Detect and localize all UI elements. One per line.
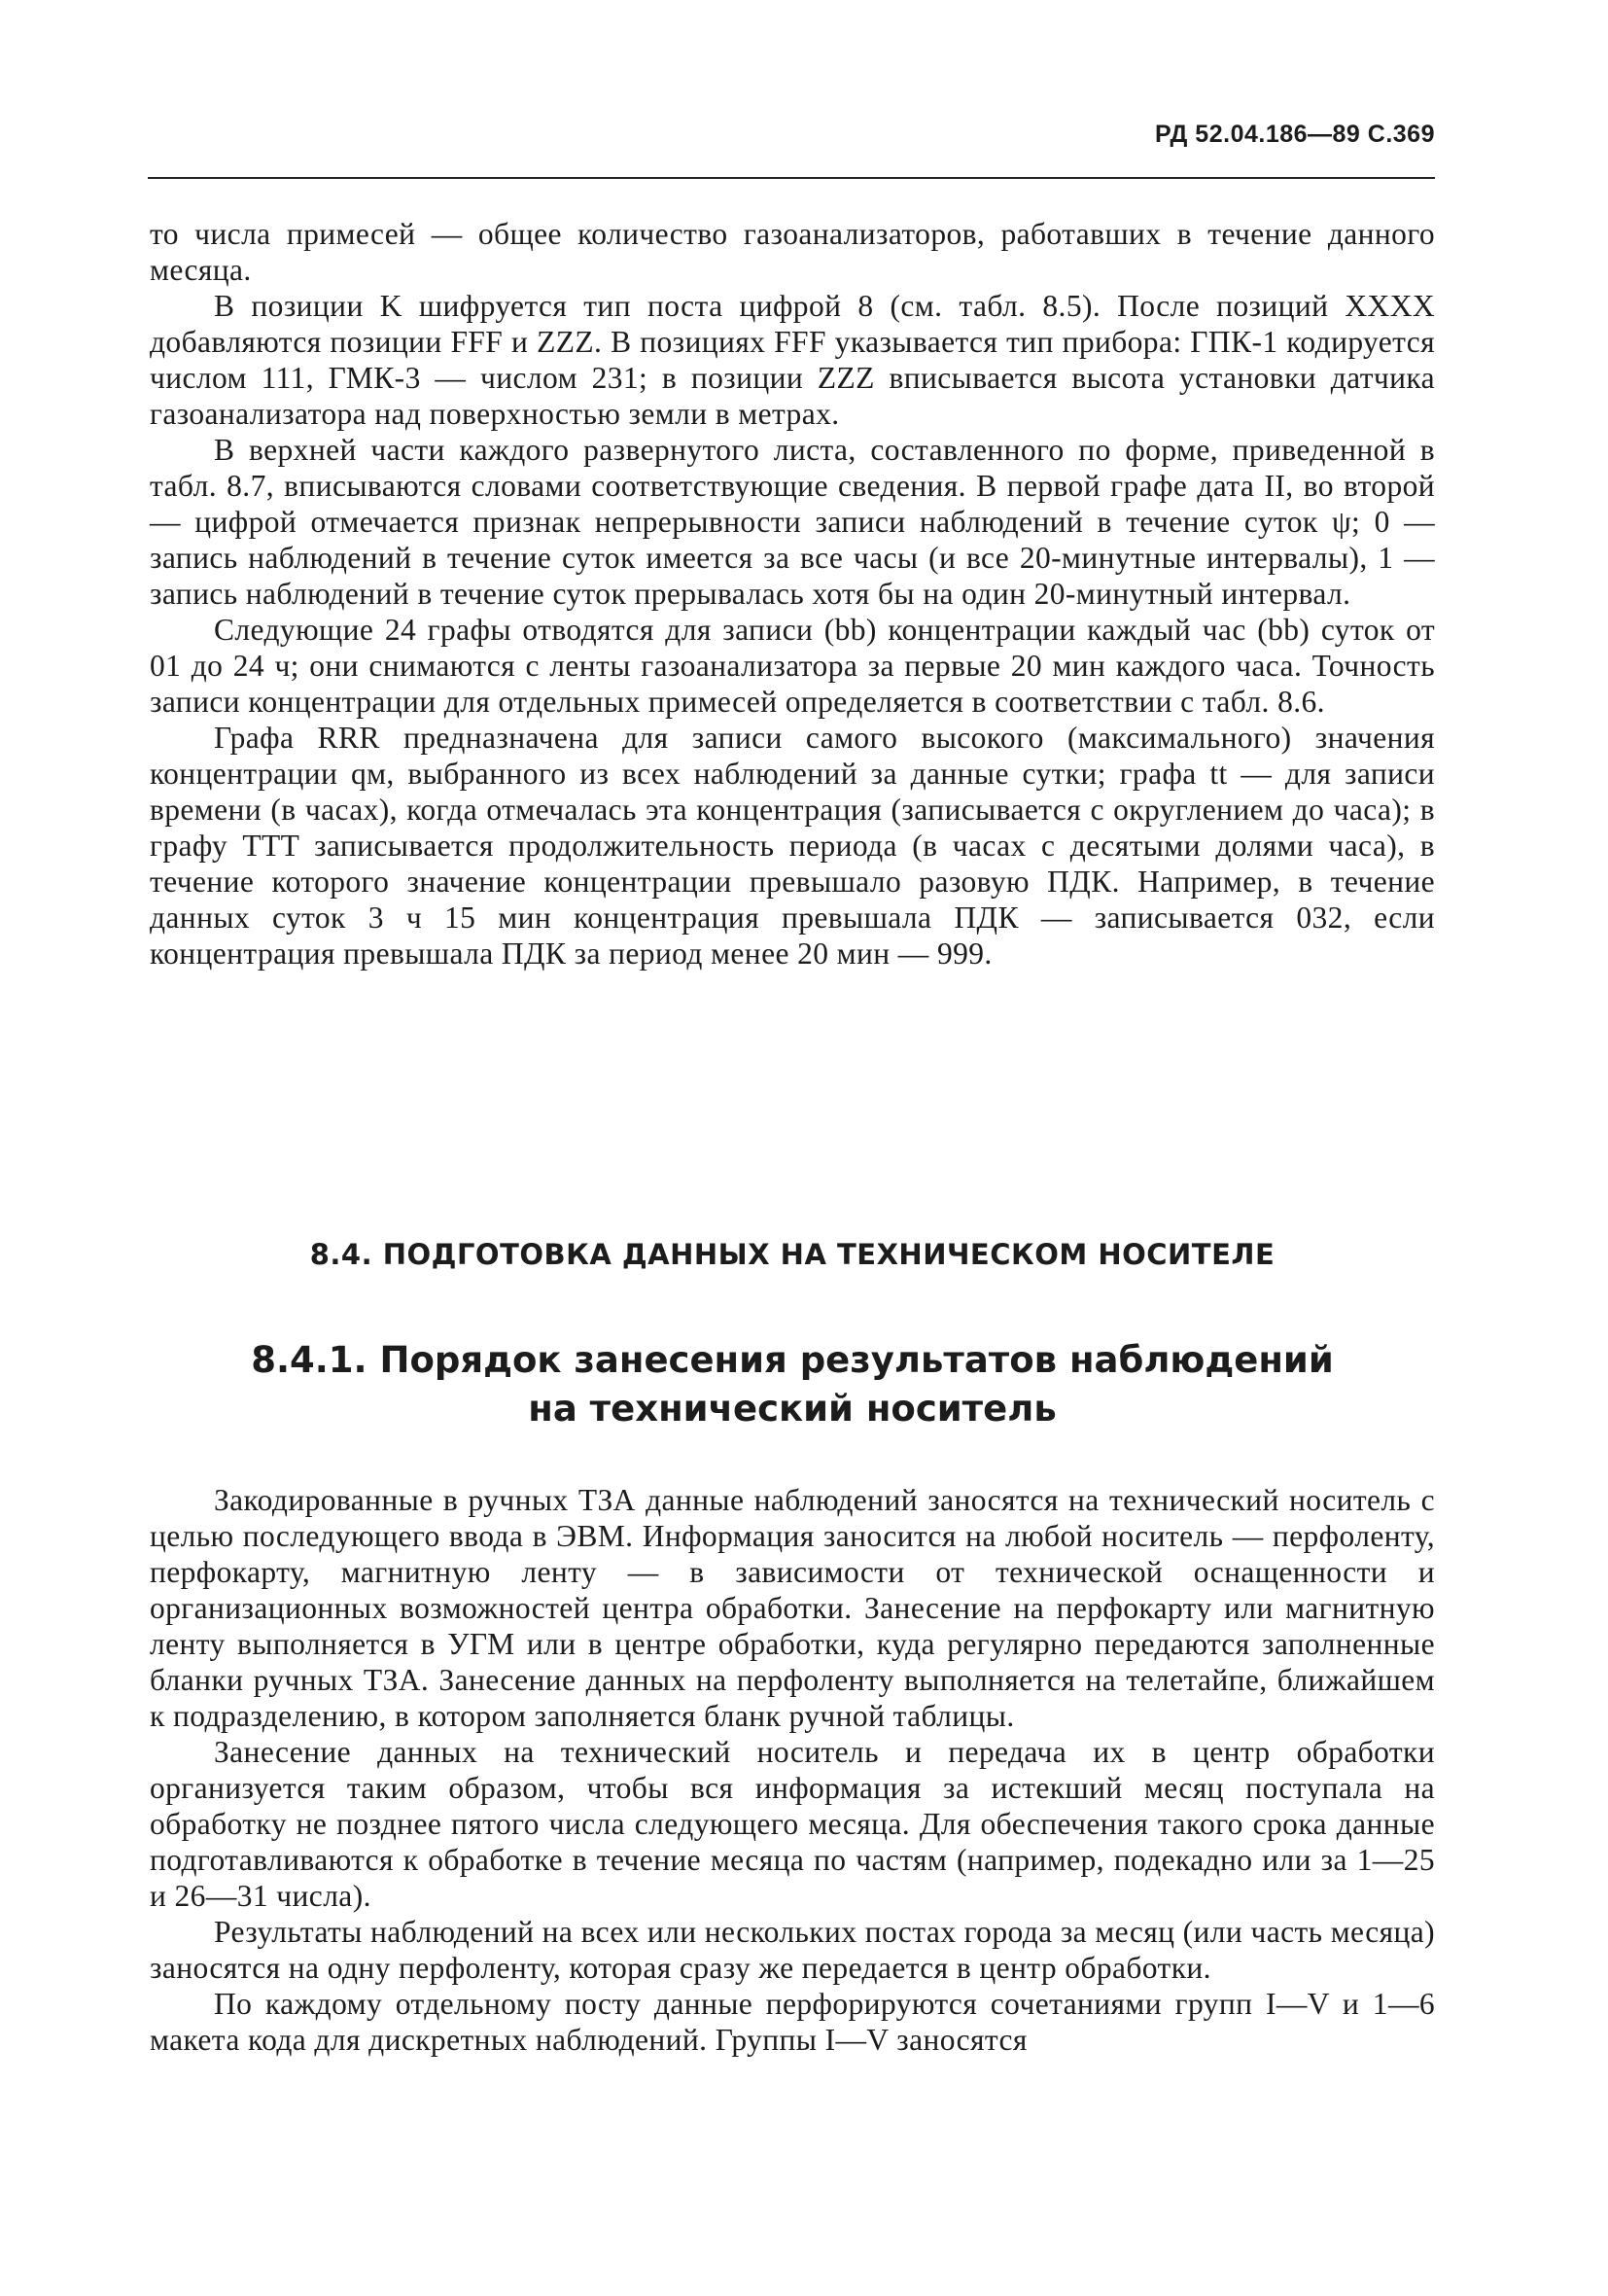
paragraph-6: Закодированные в ручных ТЗА данные наблюдений заносятся на технический носитель с целью последующего ввода в ЭВМ. Информация заносится на любой носитель — перфоленту, перфокарту, магнитную ленту — в зависимости от технической оснащенности и организационных возможностей центра обработки. Занесение на перфокарту или магнитную ленту выполняется в УГМ или в центре обработки, куда регулярно передаются заполненные бланки ручных ТЗА. Занесение данных на перфоленту выполняется на телетайпе, ближайшем к подразделению, в котором заполняется бланк ручной таблицы.: [150, 1483, 1435, 1733]
paragraph-4: Следующие 24 графы отводятся для записи (bb) концентрации каждый час (bb) суток от 01 до 24 ч; они снимаются с ленты газоанализатора за первые 20 мин каждого часа. Точность записи концентрации для отдельных примесей определяется в соответствии с табл. 8.6.: [150, 613, 1435, 719]
page-header: РД 52.04.186—89 С.369: [1154, 121, 1435, 148]
subsection-heading-line2: на технический носитель: [528, 1388, 1057, 1430]
paragraph-9: По каждому отдельному посту данные перфорируются сочетаниями групп I—V и 1—6 макета кода для дискретных наблюдений. Группы I—V заносятся: [150, 1987, 1435, 2057]
paragraph-1: то числа примесей — общее количество газоанализаторов, работавших в течение данного месяца.: [150, 217, 1435, 287]
subsection-heading-line1: 8.4.1. Порядок занесения результатов наблюдений: [251, 1339, 1334, 1381]
paragraph-5: Графа RRR предназначена для записи самого высокого (максимального) значения концентрации qм, выбранного из всех наблюдений за данные сутки; графа tt — для записи времени (в часах), когда отмечалась эта концентрация (записывается с округлением до часа); в графу TTT записывается продолжительность периода (в часах с десятыми долями часа), в течение которого значение концентрации превышало разовую ПДК. Например, в течение данных суток 3 ч 15 мин концентрация превышала ПДК — записывается 032, если концентрация превышала ПДК за период менее 20 мин — 999.: [150, 721, 1435, 971]
subsection-heading: [150, 1336, 1435, 1433]
paragraph-7: Занесение данных на технический носитель и передача их в центр обработки организуется таким образом, чтобы вся информация за истекший месяц поступала на обработку не позднее пятого числа следующего месяца. Для обеспечения такого срока данные подготавливаются к обработке в течение месяца по частям (например, подекадно или за 1—25 и 26—31 числа).: [150, 1735, 1435, 1913]
paragraph-2: В позиции K шифруется тип поста цифрой 8 (см. табл. 8.5). После позиций XXXX добавляются позиции FFF и ZZZ. В позициях FFF указывается тип прибора: ГПК-1 кодируется числом 111, ГМК-3 — числом 231; в позиции ZZZ вписывается высота установки датчика газоанализатора над поверхностью земли в метрах.: [150, 289, 1435, 431]
header-rule: [148, 177, 1435, 179]
text-block-top: [150, 216, 1435, 971]
section-heading: 8.4. ПОДГОТОВКА ДАННЫХ НА ТЕХНИЧЕСКОМ НОСИТЕЛЕ: [309, 1238, 1276, 1271]
text-block-bottom: [150, 1482, 1435, 2058]
paragraph-3: В верхней части каждого развернутого листа, составленного по форме, приведенной в табл. 8.7, вписываются словами соответствующие сведения. В первой графе дата II, во второй — цифрой отмечается признак непрерывности записи наблюдений в течение суток ψ; 0 — запись наблюдений в течение суток имеется за все часы (и все 20-минутные интервалы), 1 — запись наблюдений в течение суток прерывалась хотя бы на один 20-минутный интервал.: [150, 433, 1435, 611]
paragraph-8: Результаты наблюдений на всех или нескольких постах города за месяц (или часть месяца) заносятся на одну перфоленту, которая сразу же передается в центр обработки.: [150, 1915, 1435, 1985]
